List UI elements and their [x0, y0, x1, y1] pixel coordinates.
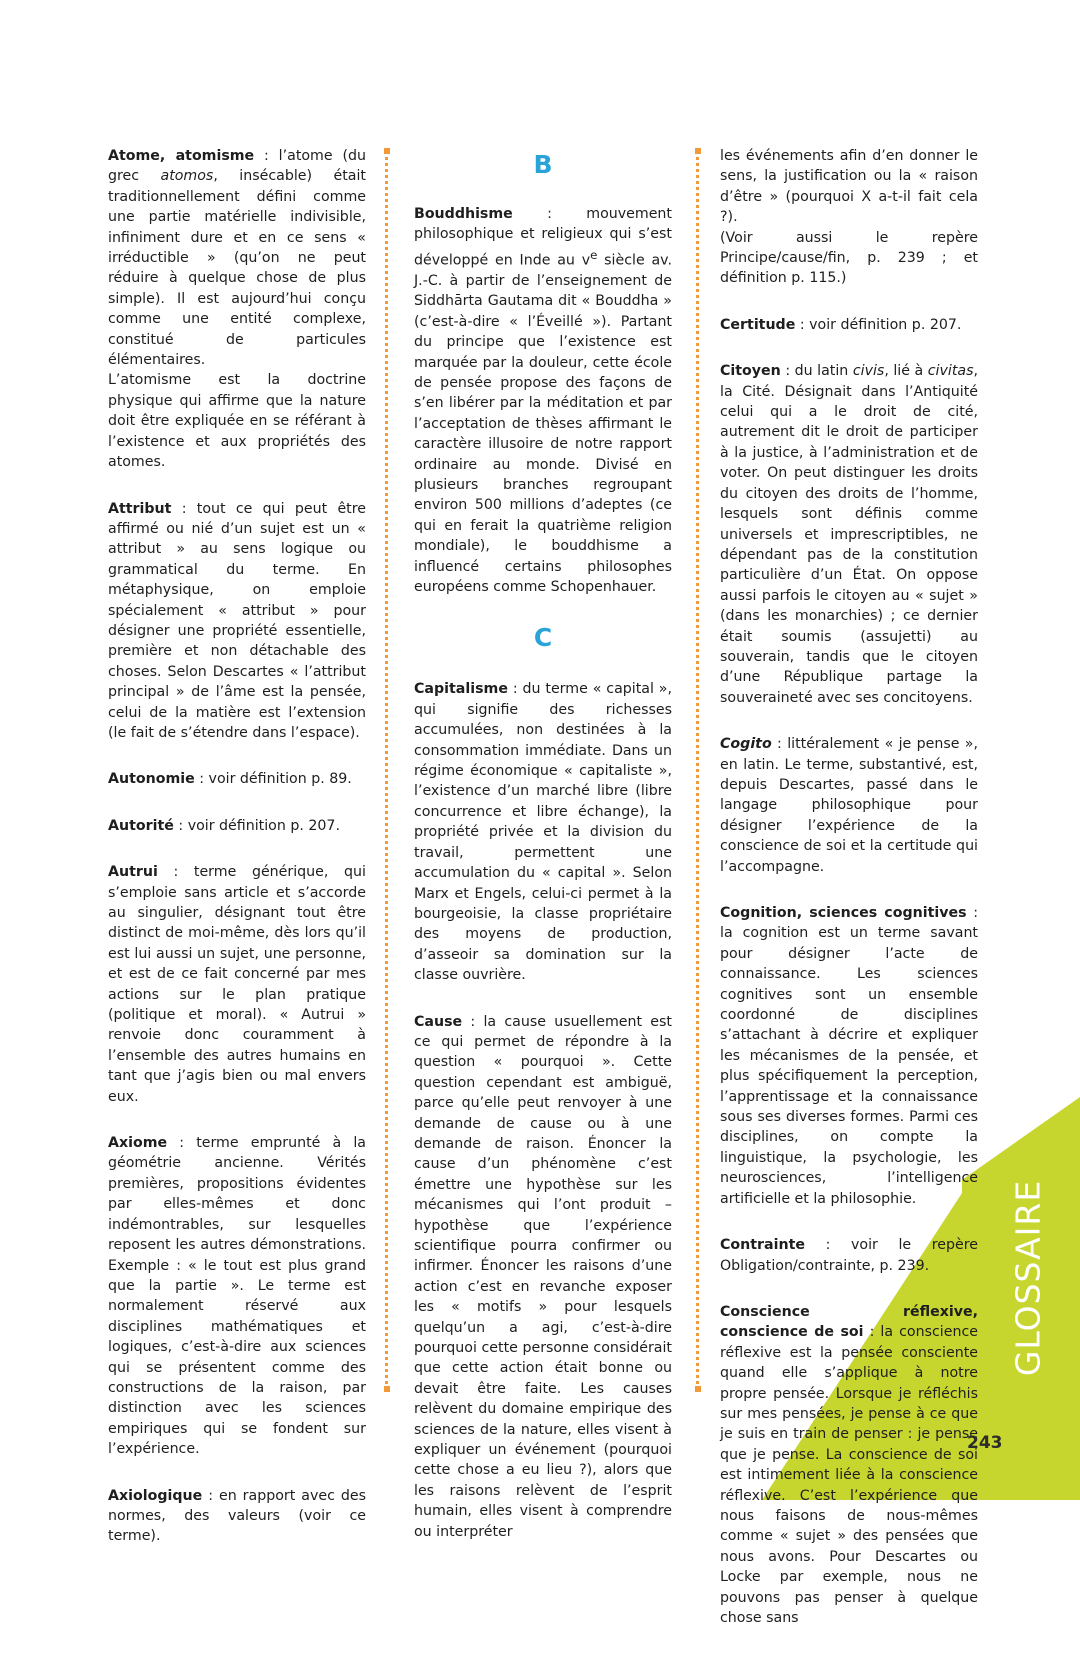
entry-contrainte: Contrainte : voir le repère Obligation/contrainte, p. 239. — [720, 1237, 978, 1274]
entry-axiome: Axiome : terme emprunté à la géométrie ancienne. Vérités premières, propositions évidentes par elles-mêmes et donc indémontrables, sur lesquelles reposent les autres démonstrations. Exemple : « le tout est plus grand que la partie ». Le terme est normalement réservé aux disciplines mathématiques et logiques, c’est-à-dire aux sciences qui se présentent comme des constructions de la raison, par distinction avec les sciences empiriques qui se fondent sur l’expérience. — [108, 1135, 366, 1458]
entry-autorite: Autorité : voir définition p. 207. — [108, 817, 340, 834]
section-letter-c: C — [533, 623, 553, 653]
entry-axiologique: Axiologique : en rapport avec des normes, des valeurs (voir ce terme). — [108, 1487, 366, 1545]
section-tab-label: GLOSSAIRE — [1008, 1179, 1048, 1377]
entry-cogito: Cogito : littéralement « je pense », en latin. Le terme, substantivé, est, depuis Descartes, passé dans le langage philosophique pour désigner l’expérience de la conscience de soi et la certitude qui l’accompagne. — [720, 736, 978, 875]
column-2 — [414, 146, 672, 1568]
definition: littéralement « je pense », en latin. Le terme, substantivé, est, depuis Descartes, passé dans le langage philosophique pour désigner l’expérience de la conscience de soi et la certitude qui l’accompagne. — [720, 736, 978, 875]
definition: l’atome (du grec — [108, 148, 366, 185]
definition: voir le repère Obligation/contrainte, p. 239. — [720, 1237, 978, 1274]
definition: voir définition p. 207. — [187, 817, 340, 834]
entry-autonomie: Autonomie : voir définition p. 89. — [108, 771, 352, 788]
entry-cause: Cause : la cause usuellement est ce qui permet de répondre à la question « pourquoi ». Cette question cependant est ambiguë, parce qu’elle peut renvoyer à une demande de cause ou à une demande de raison. Énoncer la cause d’un phénomène c’est émettre une hypothèse sur les mécanismes qui l’ont produit – hypothèse que l’expérience scientifique pourra confirmer ou infirmer. Énoncer les raisons d’une action c’est en revanche exposer les « motifs » pour lesquels quelqu’un a agi, c’est-à-dire pourquoi cette personne considérait que cette action était bonne ou devait être faite. Les causes relèvent du domaine empirique des sciences de la nature, elles visent à expliquer un événement (pourquoi cette chose a eu lieu ?), alors que les raisons relèvent de l’esprit humain, elles visent à comprendre ou interpréter — [414, 1013, 672, 1540]
definition: du latin — [794, 363, 853, 380]
definition: tout ce qui peut être affirmé ou nié d’un sujet est un « attribut » au sens logique ou grammatical du terme. En métaphysique, on emploie spécialement « attribut » pour désigner une propriété essentielle, première et non détachable des choses. Selon Descartes « l’attribut principal » de l’âme est la pensée, celui de la matière est l’extension (le fait de s’étendre dans l’espace). — [108, 500, 366, 741]
definition: en rapport avec des normes, des valeurs (voir ce terme). — [108, 1487, 366, 1545]
page-number: 243 — [967, 1433, 1003, 1453]
entry-attribut: Attribut : tout ce qui peut être affirmé ou nié d’un sujet est un « attribut » au sens logique ou grammatical du terme. En métaphysique, on emploie spécialement « attribut » pour désigner une propriété essentielle, première et non détachable des choses. Selon Descartes « l’attribut principal » de l’âme est la pensée, celui de la matière est l’extension (le fait de s’étendre dans l’espace). — [108, 500, 366, 741]
divider-left-top-cap — [384, 148, 390, 154]
definition: mouvement philosophique et religieux qui s’est développé en Inde au v — [414, 206, 672, 269]
definition: terme générique, qui s’emploie sans article et s’accorde au singulier, désignant tout être distinct de moi-même, dès lors qu’il est lui aussi un sujet, une personne, et est de ce fait concerné par mes actions sur le plan pratique (politique et moral). « Autrui » renvoie donc couramment à l’ensemble des autres humains en tant que j’agis bien ou mal envers eux. — [108, 864, 366, 1105]
section-letter-b: B — [533, 150, 553, 179]
definition: la conscience réflexive est la pensée consciente quand elle s’applique à notre propre pensée. Lorsque je réfléchis sur mes pensées, je pense à ce que je suis en train de penser : je pense que je pense. La conscience de soi est intimement liée à la conscience réflexive. C’est l’expérience que nous faisons de nous-mêmes comme « sujet » des pensées que nous avons. Pour Descartes ou Locke par exemple, nous ne pouvons pas penser à quelque chose sans — [720, 1324, 978, 1626]
definition-continued: les événements afin d’en donner le sens, la justification ou la « raison d’être » (pourquoi X a-t-il fait cela ?). — [720, 148, 978, 226]
definition: du terme « capital », qui signifie des richesses accumulées, non destinées à la consommation immédiate. Dans un régime économique « capitaliste », l’existence d’un marché libre (libre concurrence et libre échange), la propriété privée et la division du travail, permettent une accumulation du « capital ». Selon Marx et Engels, celui-ci permet à la bourgeoisie, la classe propriétaire des moyens de production, d’asseoir sa domination sur la classe ouvrière. — [414, 681, 672, 984]
divider-left-bottom-cap — [384, 1386, 390, 1392]
definition: voir définition p. 89. — [208, 771, 352, 788]
cross-reference: (Voir aussi le repère Principe/cause/fin, p. 239 ; et définition p. 115.) — [720, 229, 978, 287]
divider-right-bottom-cap — [695, 1386, 701, 1392]
entry-bouddhisme: Bouddhisme : mouvement philosophique et religieux qui s’est développé en Inde au $v^e$ siècle av. J.-C. à partir de l’enseignement de Siddhārta Gautama dit « Bouddha » (c’est-à-dire « l’Éveillé »). Partant du principe que l’existence est marquée par la douleur, cette école de pensée propose des façons de s’en libérer par la méditation et par l’acceptation de thèses affirmant le caractère illusoire de notre rapport ordinaire au monde. Divisé en plusieurs branches regroupant environ 500 millions d’adeptes (ce qui en ferait la quatrième religion mondiale), le bouddhisme a influencé certains philosophes européens comme Schopenhauer. — [414, 206, 672, 596]
column-1 — [108, 146, 366, 1573]
entry-atome: Atome, atomisme : l’atome (du grec atomos, insécable) était traditionnellement défini comme une partie matérielle indivisible, infiniment dure et en ce sens « irréductible » (qu’on ne peut réduire à quelque chose de plus simple). Il est aujourd’hui conçu comme une entité complexe, constitué de particules élémentaires. L’atomisme est la doctrine physique qui affirme que la nature doit être expliquée en se référant à l’existence et aux propriétés des atomes. — [108, 146, 366, 473]
divider-right — [696, 150, 699, 1392]
definition: la cause usuellement est ce qui permet de répondre à la question « pourquoi ». Cette question cependant est ambiguë, parce qu’elle peut renvoyer à une demande de cause ou à une demande de raison. Énoncer la cause d’un phénomène c’est émettre une hypothèse sur les mécanismes qui l’ont produit – hypothèse que l’expérience scientifique pourra confirmer ou infirmer. Énoncer les raisons d’une action c’est en revanche exposer les « motifs » pour lesquels quelqu’un a agi, c’est-à-dire pourquoi cette personne considérait que cette action était bonne ou devait être faite. Les causes relèvent du domaine empirique des sciences de la nature, elles visent à expliquer un événement (pourquoi cette chose a eu lieu ?), alors que les raisons relèvent de l’esprit humain, elles visent à comprendre ou interpréter — [414, 1013, 672, 1540]
column-3 — [720, 146, 978, 1654]
entry-capitalisme: Capitalisme : du terme « capital », qui signifie des richesses accumulées, non destinées à la consommation immédiate. Dans un régime économique « capitaliste », l’existence d’un marché libre (libre concurrence et libre échange), la propriété privée et la division du travail, permettent une accumulation du « capital ». Selon Marx et Engels, celui-ci permet à la bourgeoisie, la classe propriétaire des moyens de production, d’asseoir sa domination sur la classe ouvrière. — [414, 681, 672, 984]
entry-cognition: Cognition, sciences cognitives : la cognition est un terme savant pour désigner l’acte de connaissance. Les sciences cognitives sont un ensemble coordonné de disciplines s’attachant à décrire et expliquer les mécanismes de la pensée, et plus spécifiquement la perception, l’apprentissage et la connaissance sous ses diverses formes. Parmi ces disciplines, on compte la linguistique, la psychologie, les neurosciences, l’intelligence artificielle et la philosophie. — [720, 905, 978, 1207]
term: Atome, atomisme — [108, 148, 255, 164]
entry-cause-continued — [720, 146, 978, 289]
entry-conscience: Conscience réflexive, conscience de soi : la conscience réflexive est la pensée consciente quand elle s’applique à notre propre pensée. Lorsque je réfléchis sur mes pensées, je pense à ce que je suis en train de penser : je pense que je pense. La conscience de soi est intimement liée à la conscience réflexive. C’est l’expérience que nous faisons de nous-mêmes comme « sujet » des pensées que nous avons. Pour Descartes ou Locke par exemple, nous ne pouvons pas penser à quelque chose sans — [720, 1303, 978, 1626]
divider-right-top-cap — [695, 148, 701, 154]
definition: voir définition p. 207. — [809, 316, 962, 333]
definition: la cognition est un terme savant pour désigner l’acte de connaissance. Les sciences cognitives sont un ensemble coordonné de disciplines s’attachant à décrire et expliquer les mécanismes de la pensée, et plus spécifiquement la perception, l’apprentissage et la connaissance sous ses diverses formes. Parmi ces disciplines, on compte la linguistique, la psychologie, les neurosciences, l’intelligence artificielle et la philosophie. — [720, 925, 978, 1207]
entry-citoyen: Citoyen : du latin civis, lié à civitas, la Cité. Désignait dans l’Antiquité celui qui a le droit de cité, autrement dit le droit de participer à la justice, à l’administration et de voter. On peut distinguer les droits du citoyen des droits de l’homme, lesquels sont définis comme universels et imprescriptibles, ne dépendant pas de la constitution particulière d’un État. On oppose aussi parfois le citoyen au « sujet » (dans les monarchies) ; ce dernier était soumis (assujetti) au souverain, tandis que le citoyen d’une République partage la souveraineté avec ses concitoyens. — [720, 363, 978, 706]
divider-left — [385, 150, 388, 1392]
entry-autrui: Autrui : terme générique, qui s’emploie sans article et s’accorde au singulier, désignant tout être distinct de moi-même, dès lors qu’il est lui aussi un sujet, une personne, et est de ce fait concerné par mes actions sur le plan pratique (politique et moral). « Autrui » renvoie donc couramment à l’ensemble des autres humains en tant que j’agis bien ou mal envers eux. — [108, 864, 366, 1105]
definition: terme emprunté à la géométrie ancienne. Vérités premières, propositions évidentes par elles-mêmes et donc indémontrables, sur lesquelles reposent les autres démonstrations. Exemple : « le tout est plus grand que la partie ». Le terme est normalement réservé aux disciplines mathématiques et logiques, c’est-à-dire aux sciences qui se présentent comme des constructions de la raison, par distinction avec les sciences empiriques qui se fondent sur l’expérience. — [108, 1135, 366, 1458]
entry-certitude: Certitude : voir définition p. 207. — [720, 316, 962, 333]
definition-paragraph: L’atomisme est la doctrine physique qui affirme que la nature doit être expliquée en se référant à l’existence et aux propriétés des atomes. — [108, 372, 366, 471]
